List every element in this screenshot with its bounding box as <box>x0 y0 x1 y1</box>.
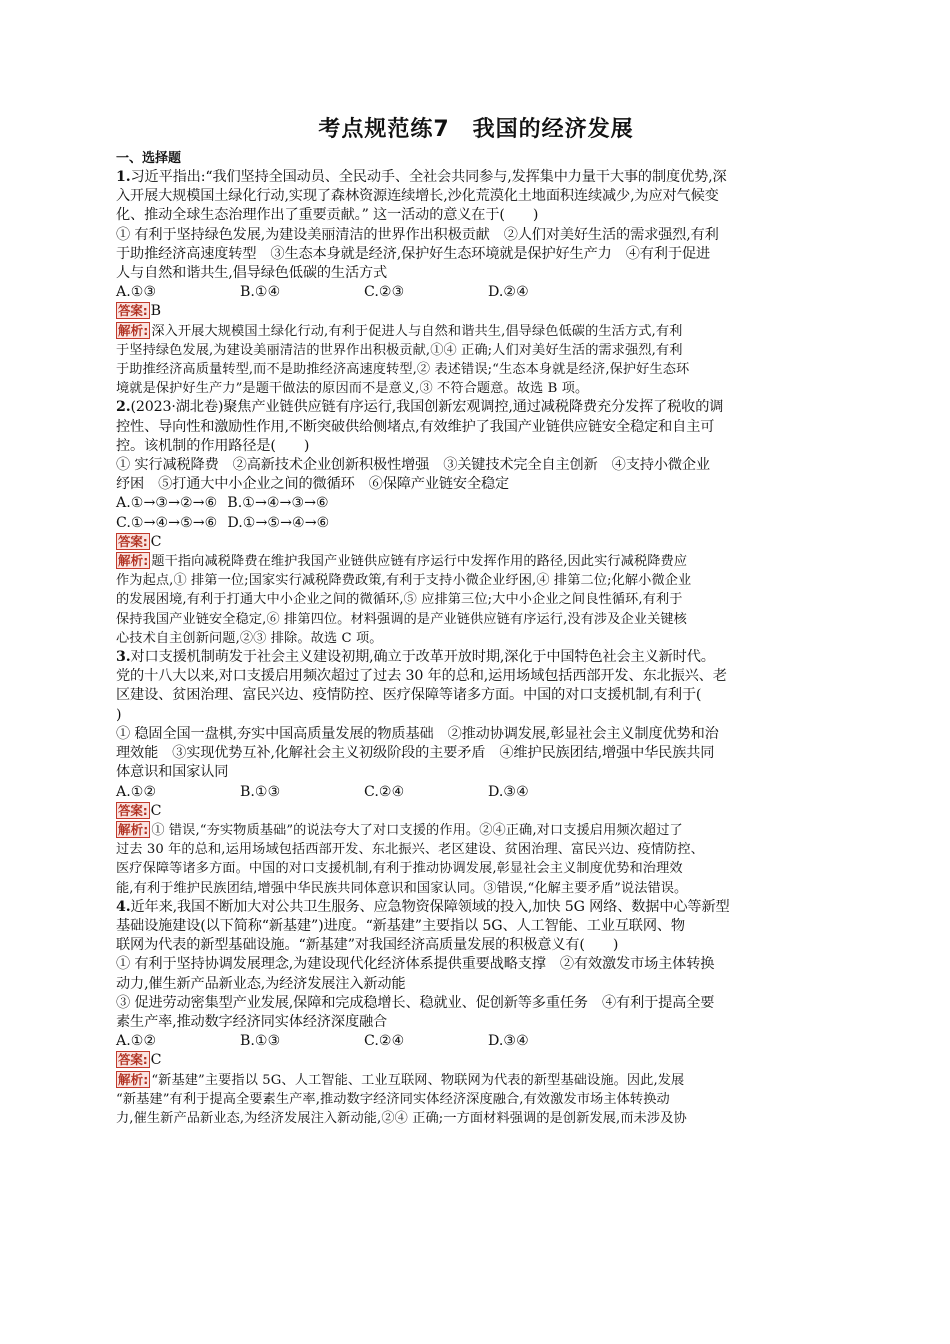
page-title: 考点规范练7 我国的经济发展 <box>318 117 634 142</box>
explanation-text: 于坚持绿色发展,为建设美丽清洁的世界作出积极贡献,①④ 正确;人们对美好生活的需求强烈,有利 <box>116 342 683 358</box>
question-text: ) <box>116 706 122 723</box>
explanation-line <box>116 840 836 859</box>
option-c: C.①→④→⑤→⑥ <box>116 514 218 531</box>
option-a: A.①③ <box>116 284 157 301</box>
answer-label: 答案: <box>118 303 148 319</box>
explanation-label: 解析: <box>118 821 149 837</box>
question-text-line <box>116 994 836 1013</box>
explanation-text: ① 错误,“夯实物质基础”的说法夸大了对口支援的作用。②④正确,对口支援启用频次超过了 <box>151 822 683 838</box>
option-c: C.②③ <box>364 284 405 301</box>
question-block <box>116 898 836 1128</box>
question-text: 对口支援机制萌发于社会主义建设初期,确立于改革开放时期,深化于中国特色社会主义新时代。 <box>130 649 715 666</box>
question-text-line <box>116 456 836 475</box>
explanation-line <box>116 379 836 398</box>
question-number: 3. <box>116 649 131 666</box>
question-text-line <box>116 686 836 705</box>
explanation-line <box>116 821 836 840</box>
question-text-line <box>116 725 836 744</box>
question-text: ① 有利于坚持绿色发展,为建设美丽清洁的世界作出积极贡献 ②人们对美好生活的需求强烈,有利 <box>116 226 719 243</box>
explanation-text: 保持我国产业链安全稳定,⑥ 排第四位。材料强调的是产业链供应链有序运行,没有涉及企业关键核 <box>116 611 687 627</box>
answer-line <box>116 302 836 321</box>
option-b: B.①③ <box>240 783 281 800</box>
answer-label: 答案: <box>118 802 148 818</box>
option-c: C.②④ <box>364 783 405 800</box>
answer-value: C <box>150 802 162 819</box>
options-row <box>116 494 836 513</box>
question-text-line <box>116 898 836 917</box>
question-text: 理效能 ③实现优势互补,化解社会主义初级阶段的主要矛盾 ④维护民族团结,增强中华民族共同 <box>116 745 715 762</box>
explanation-line <box>116 360 836 379</box>
option-a: A.①② <box>116 783 157 800</box>
question-number: 1. <box>116 169 131 185</box>
explanation-line <box>116 590 836 609</box>
explanation-text: 作为起点,① 排第一位;国家实行减税降费政策,有利于支持小微企业纾困,④ 排第二位;化解小微企业 <box>116 573 692 589</box>
explanation-text: “新基建”有利于提高全要素生产率,推动数字经济同实体经济深度融合,有效激发市场主体转换动 <box>116 1091 670 1107</box>
option-a: A.①→③→②→⑥ <box>116 495 218 512</box>
question-text: 近年来,我国不断加大对公共卫生服务、应急物资保障领域的投入,加快 5G 网络、数据中心等新型 <box>130 898 730 915</box>
question-text-line <box>116 264 836 283</box>
option-b: B.①③ <box>240 1033 281 1050</box>
explanation-text: 过去 30 年的总和,运用场域包括西部开发、东北振兴、老区建设、贫困治理、富民兴边、疫情防控、 <box>116 842 704 858</box>
question-text-line <box>116 437 836 456</box>
explanation-text: “新基建”主要指以 5G、人工智能、工业互联网、物联网为代表的新型基础设施。因此,发展 <box>151 1072 685 1088</box>
option-c: C.②④ <box>364 1033 405 1050</box>
explanation-text: 能,有利于维护民族团结,增强中华民族共同体意识和国家认同。③错误,“化解主要矛盾”说法错误。 <box>116 880 688 896</box>
question-text-line <box>116 744 836 763</box>
answer-value: C <box>150 1052 162 1069</box>
question-text-line <box>116 706 836 725</box>
explanation-line <box>116 1109 836 1128</box>
explanation-text: 境就是保护好生产力”是题干做法的原因而不是意义,③ 不符合题意。故选 B 项。 <box>116 381 589 397</box>
explanation-line <box>116 879 836 898</box>
question-text-line <box>116 475 836 494</box>
option-d: D.①→⑤→④→⑥ <box>227 514 330 531</box>
question-text-line <box>116 975 836 994</box>
option-d: D.②④ <box>488 284 529 301</box>
options-row <box>116 514 836 533</box>
answer-value: B <box>150 303 161 320</box>
answer-line <box>116 1051 836 1070</box>
question-text: ① 实行减税降费 ②高新技术企业创新积极性增强 ③关键技术完全自主创新 ④支持小微企业 <box>116 457 710 474</box>
question-text-line <box>116 763 836 782</box>
explanation-line <box>116 1090 836 1109</box>
question-text: 动力,催生新产品新业态,为经济发展注入新动能 <box>116 975 406 992</box>
question-text: 联网为代表的新型基础设施。“新基建”对我国经济高质量发展的积极意义有( ) <box>116 937 619 954</box>
question-text: 于助推经济高速度转型 ③生态本身就是经济,保护好生态环境就是保护好生产力 ④有利于促进 <box>116 245 710 262</box>
question-text-line <box>116 418 836 437</box>
question-text: 入开展大规模国土绿化行动,实现了森林资源连续增长,沙化荒漠化土地面积连续减少,为应对气候变 <box>116 188 719 205</box>
explanation-line <box>116 552 836 571</box>
explanation-line <box>116 859 836 878</box>
option-d: D.③④ <box>488 1033 529 1050</box>
question-list <box>116 168 836 1128</box>
question-text: 人与自然和谐共生,倡导绿色低碳的生活方式 <box>116 265 388 282</box>
option-d: D.③④ <box>488 783 529 800</box>
explanation-label: 解析: <box>118 322 149 338</box>
question-text: 党的十八大以来,对口支援启用频次超过了过去 30 年的总和,运用场域包括西部开发、东北振兴、老 <box>116 668 727 685</box>
question-text-line <box>116 398 836 417</box>
option-b: B.①④ <box>240 284 281 301</box>
option-a: A.①② <box>116 1033 157 1050</box>
answer-line <box>116 802 836 821</box>
answer-line <box>116 533 836 552</box>
question-text-line <box>116 1013 836 1032</box>
question-text-line <box>116 245 836 264</box>
question-text-line <box>116 667 836 686</box>
explanation-text: 心技术自主创新问题,②③ 排除。故选 C 项。 <box>116 630 383 646</box>
options-row <box>116 283 836 302</box>
question-text-line <box>116 648 836 667</box>
explanation-text: 于助推经济高质量转型,而不是助推经济高速度转型,② 表述错误;“生态本身就是经济,保护好生态环 <box>116 362 690 378</box>
explanation-line <box>116 1071 836 1090</box>
question-number: 2. <box>116 399 131 416</box>
question-text-line <box>116 917 836 936</box>
document-page <box>116 112 836 1128</box>
question-text: ① 稳固全国一盘棋,夯实中国高质量发展的物质基础 ②推动协调发展,彰显社会主义制度优势和治 <box>116 725 719 742</box>
question-text-line <box>116 168 836 187</box>
question-text-line <box>116 936 836 955</box>
explanation-line <box>116 341 836 360</box>
explanation-line <box>116 322 836 341</box>
explanation-text: 题干指向减税降费在维护我国产业链供应链有序运行中发挥作用的路径,因此实行减税降费应 <box>151 554 688 570</box>
question-text: 控。该机制的作用路径是( ) <box>116 437 310 454</box>
explanation-text: 力,催生新产品新业态,为经济发展注入新动能,②④ 正确;一方面材料强调的是创新发展,而未涉及协 <box>116 1110 687 1126</box>
explanation-line <box>116 629 836 648</box>
question-text-line <box>116 206 836 225</box>
question-text-line <box>116 226 836 245</box>
explanation-text: 深入开展大规模国土绿化行动,有利于促进人与自然和谐共生,倡导绿色低碳的生活方式,有利 <box>151 323 683 339</box>
options-row <box>116 1032 836 1051</box>
question-text: 体意识和国家认同 <box>116 764 229 781</box>
answer-label: 答案: <box>118 533 148 549</box>
question-text-line <box>116 955 836 974</box>
answer-label: 答案: <box>118 1052 148 1068</box>
explanation-text: 的发展困境,有利于打通大中小企业之间的微循环,⑤ 应排第三位;大中小企业之间良性循环,有利于 <box>116 592 683 608</box>
explanation-line <box>116 610 836 629</box>
question-text: 基础设施建设(以下简称“新基建”)进度。“新基建”主要指以 5G、人工智能、工业互联网、物 <box>116 917 685 934</box>
question-text: 习近平指出:“我们坚持全国动员、全民动手、全社会共同参与,发挥集中力量干大事的制度优势,深 <box>130 169 727 185</box>
explanation-text: 医疗保障等诸多方面。中国的对口支援机制,有利于推动协调发展,彰显社会主义制度优势和治理效 <box>116 861 683 877</box>
question-text: 素生产率,推动数字经济同实体经济深度融合 <box>116 1013 388 1030</box>
question-text: ① 有利于坚持协调发展理念,为建设现代化经济体系提供重要战略支撑 ②有效激发市场主体转换 <box>116 956 715 973</box>
question-text: 区建设、贫困治理、富民兴边、疫情防控、医疗保障等诸多方面。中国的对口支援机制,有利于( <box>116 687 702 704</box>
explanation-label: 解析: <box>118 553 149 569</box>
question-number: 4. <box>116 898 131 915</box>
question-block <box>116 648 836 898</box>
question-text: 控性、导向性和激励性作用,不断突破供给侧堵点,有效维护了我国产业链供应链安全稳定和自主可 <box>116 418 715 435</box>
option-b: B.①→④→③→⑥ <box>227 495 329 512</box>
section-heading: 一、选择题 <box>116 151 182 166</box>
question-text: ③ 促进劳动密集型产业发展,保障和完成稳增长、稳就业、促创新等多重任务 ④有利于提高全要 <box>116 994 715 1011</box>
explanation-label: 解析: <box>118 1071 149 1087</box>
question-block <box>116 398 836 648</box>
question-text: (2023·湖北卷)聚焦产业链供应链有序运行,我国创新宏观调控,通过减税降费充分发挥了税收的调 <box>130 399 724 416</box>
answer-value: C <box>150 533 162 550</box>
question-text: 纾困 ⑤打通大中小企业之间的微循环 ⑥保障产业链安全稳定 <box>116 476 510 493</box>
question-block <box>116 168 836 398</box>
explanation-line <box>116 571 836 590</box>
options-row <box>116 783 836 802</box>
question-text-line <box>116 187 836 206</box>
question-text: 化、推动全球生态治理作出了重要贡献。” 这一活动的意义在于( ) <box>116 207 539 224</box>
